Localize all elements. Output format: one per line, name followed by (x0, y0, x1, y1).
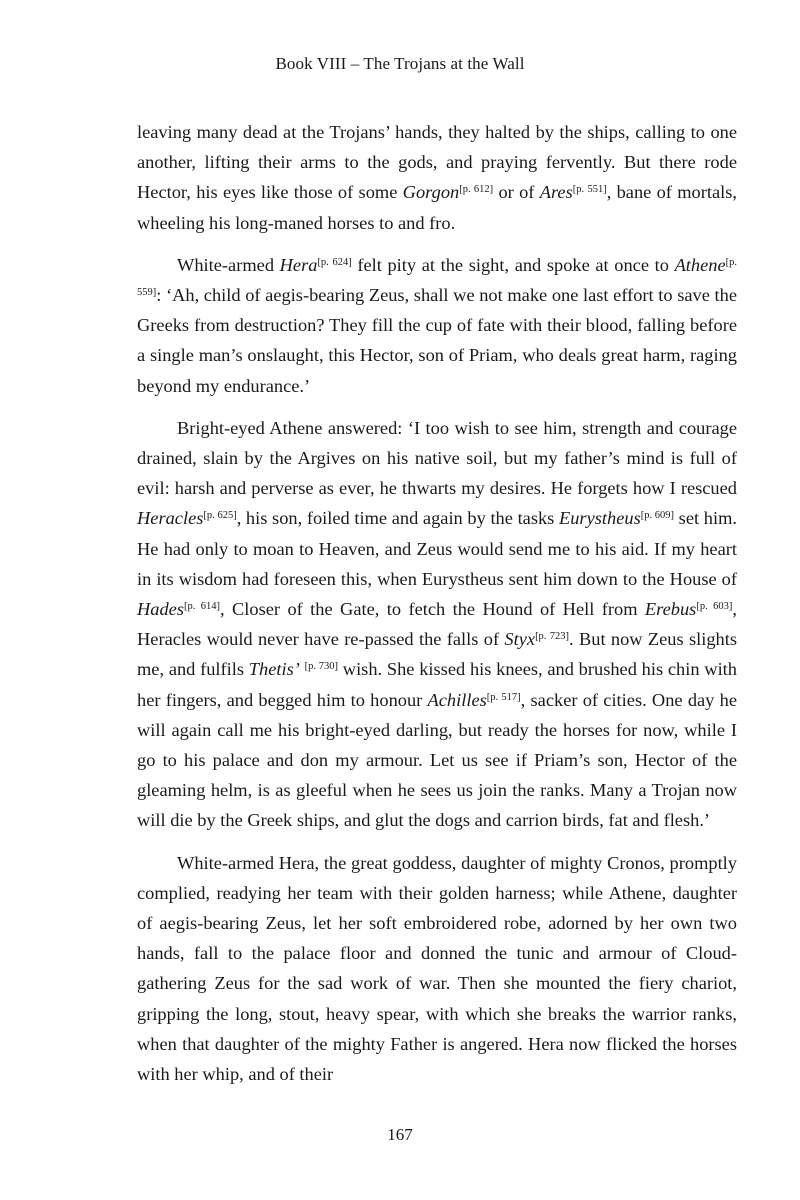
paragraph (137, 117, 737, 238)
proper-name: Athene (674, 254, 726, 275)
text-run: Bright-eyed Athene answered: ‘I too wish to see him, strength and courage drained, slain by the Argives on his native soil, but my father’s mind is full of evil: harsh and perverse as ever, he thwarts my desires. He forgets how I rescued (137, 417, 737, 499)
page-number: 167 (387, 1125, 413, 1144)
text-run: White-armed Hera, the great goddess, daughter of mighty Cronos, promptly complied, readying her team with their golden harness; while Athene, daughter of aegis-bearing Zeus, let her soft embroidered robe, adorned by her own two hands, fall to the palace floor and donned the tunic and armour of Cloud-gathering Zeus for the sad work of war. Then she mounted the fiery chariot, gripping the long, stout, heavy spear, with which she breaks the warrior ranks, when that daughter of the mighty Father is angered. Hera now flicked the horses with her whip, and of their (137, 852, 737, 1085)
page-reference: [p. 625] (203, 510, 237, 522)
paragraph (137, 848, 737, 1090)
text-run: : ‘Ah, child of aegis-bearing Zeus, shall we not make one last effort to save the Greeks from destruction? They fill the cup of fate with their blood, falling before a single man’s onslaught, this Hector, son of Priam, who deals great harm, raging beyond my endurance.’ (137, 285, 737, 396)
running-head: Book VIII – The Trojans at the Wall (275, 54, 525, 73)
proper-name: Achilles (427, 689, 487, 710)
body-text (137, 117, 737, 1101)
proper-name: Thetis’ (248, 659, 300, 680)
page-reference: [p. 614] (184, 601, 221, 613)
proper-name: Hera (279, 254, 318, 275)
proper-name: Ares (539, 182, 573, 203)
page-reference: [p. 559] (137, 256, 738, 299)
page-reference: [p. 551] (572, 184, 607, 196)
text-run: leaving many dead at the Trojans’ hands, they halted by the ships, calling to one another, lifting their arms to the gods, and praying fervently. But there rode Hector, his eyes like those of some (137, 122, 737, 203)
page-reference: [p. 517] (486, 691, 521, 703)
text-run: , bane of mortals, wheeling his long-maned horses to and fro. (137, 182, 737, 233)
text-run: wish. She kissed his knees, and brushed his chin with her fingers, and begged him to honour (137, 659, 737, 710)
text-run: , sacker of cities. One day he will again call me his bright-eyed darling, but ready the horses for now, while I go to his palace and don my armour. Let us see if Priam’s son, Hector of the gleaming helm, is as gleeful when he sees us join the ranks. Many a Trojan now will die by the Greek ships, and glut the dogs and carrion birds, fat and flesh.’ (137, 689, 737, 831)
page-reference: [p. 603] (696, 601, 733, 613)
text-run: . But now Zeus slights me, and fulfils (137, 629, 738, 680)
proper-name: Styx (504, 629, 536, 650)
text-run: felt pity at the sight, and spoke at once to (351, 254, 675, 275)
text-run: , Heracles would never have re-passed the falls of (137, 599, 737, 650)
page-reference: [p. 730] (304, 661, 339, 673)
text-run: White-armed (177, 254, 280, 275)
proper-name: Hades (137, 599, 184, 620)
page-reference: [p. 609] (640, 510, 675, 522)
paragraph (137, 413, 737, 836)
page-reference: [p. 723] (535, 631, 570, 643)
proper-name: Heracles (137, 508, 204, 529)
text-run: or of (493, 182, 540, 203)
page-reference: [p. 624] (317, 256, 352, 268)
page-reference: [p. 612] (459, 184, 494, 196)
proper-name: Erebus (644, 599, 697, 620)
text-run: , his son, foiled time and again by the tasks (236, 508, 559, 529)
proper-name: Eurystheus (559, 508, 641, 529)
text-run: set him. He had only to moan to Heaven, and Zeus would send me to his aid. If my heart in its wisdom had foreseen this, when Eurystheus sent him down to the House of (137, 508, 737, 589)
proper-name: Gorgon (402, 182, 460, 203)
paragraph (137, 250, 737, 401)
text-run: , Closer of the Gate, to fetch the Hound of Hell from (220, 599, 645, 620)
